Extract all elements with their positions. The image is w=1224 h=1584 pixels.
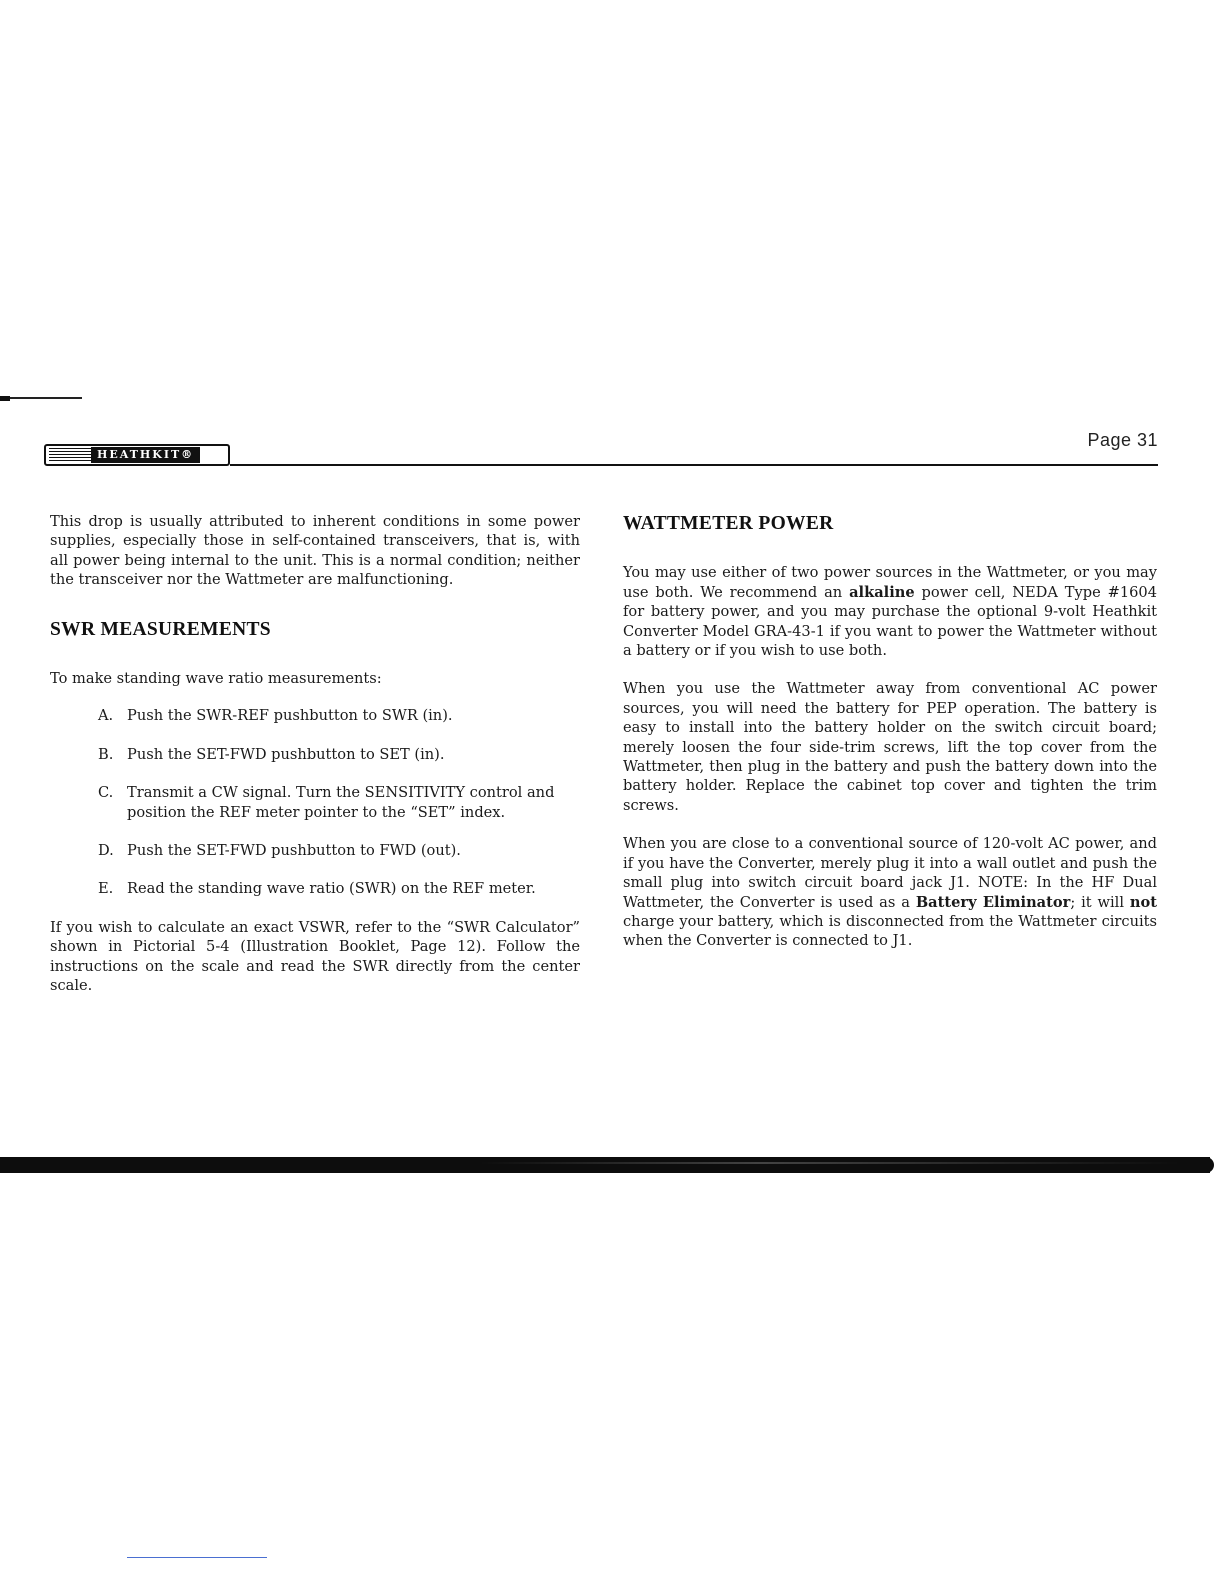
list-item xyxy=(50,745,580,764)
step-text: Push the SET-FWD pushbutton to SET (in). xyxy=(127,745,445,763)
step-text: Transmit a CW signal. Turn the SENSITIVITY control and position the REF meter pointer to the “SET” index. xyxy=(127,784,555,821)
step-text: Push the SET-FWD pushbutton to FWD (out). xyxy=(127,842,461,860)
step-text: Read the standing wave ratio (SWR) on the REF meter. xyxy=(127,880,536,898)
step-marker: E. xyxy=(98,880,114,898)
list-item xyxy=(50,783,580,822)
step-text: Push the SWR-REF pushbutton to SWR (in). xyxy=(127,707,453,725)
page-number: Page 31 xyxy=(1087,430,1158,450)
battery-install-paragraph: When you use the Wattmeter away from conventional AC power sources, you will need the battery for PEP operation. The battery is easy to install into the battery holder on the switch circuit board; merely loosen the four side-trim screws, lift the top cover from the Wattmeter, then plug in the battery and push the battery down into the battery holder. Replace the cabinet top cover and tighten the trim screws. xyxy=(623,680,1157,814)
bold-text-battery-eliminator: Battery Eliminator xyxy=(915,893,1071,911)
list-item xyxy=(50,879,580,898)
right-column xyxy=(623,512,1157,951)
scan-artifact-mark xyxy=(0,397,82,399)
bottom-rule-bar xyxy=(0,1157,1210,1173)
step-marker: A. xyxy=(98,707,114,725)
header-rule xyxy=(230,464,1158,466)
power-sources-paragraph xyxy=(623,563,1157,660)
swr-measurements-heading: SWR MEASUREMENTS xyxy=(50,618,271,640)
step-marker: B. xyxy=(98,745,114,763)
page-header xyxy=(44,430,1158,470)
wattmeter-power-heading: WATTMETER POWER xyxy=(623,513,834,534)
bold-text-alkaline: alkaline xyxy=(849,583,915,601)
text-run: You may use either of two power sources in the Wattmeter, or you may use both. We recommend an xyxy=(623,564,1157,601)
converter-paragraph xyxy=(623,834,1157,950)
scan-artifact-line xyxy=(127,1557,267,1558)
logo-stripes-icon xyxy=(49,448,97,462)
list-item xyxy=(50,841,580,860)
text-run: ; it will xyxy=(1070,893,1130,911)
list-item xyxy=(50,706,580,725)
bottom-rule-streak xyxy=(480,1162,1180,1164)
swr-steps-list xyxy=(50,706,580,898)
heathkit-logo xyxy=(44,444,230,466)
text-run: charge your battery, which is disconnected from the Wattmeter circuits when the Converter is connected to J1. xyxy=(623,912,1157,950)
logo-text: HEATHKIT® xyxy=(91,447,200,463)
left-column xyxy=(50,512,580,996)
step-marker: D. xyxy=(98,842,114,860)
step-marker: C. xyxy=(98,784,114,802)
text-run: When you are close to a conventional source of 120-volt AC power, and if you have the Converter, merely plug it into a wall outlet and push the small plug into switch circuit board jack J1. NOTE: In the HF Dual Wattmeter, the Converter is used as a xyxy=(623,835,1157,911)
swr-lead-paragraph: To make standing wave ratio measurements: xyxy=(50,670,382,688)
bold-text-not: not xyxy=(1129,893,1157,911)
intro-paragraph: This drop is usually attributed to inherent conditions in some power supplies, especially those in self-contained transceivers, that is, with all power being internal to the unit. This is a normal condition; neither the transceiver nor the Wattmeter are malfunctioning. xyxy=(50,513,580,589)
swr-calculator-paragraph: If you wish to calculate an exact VSWR, refer to the “SWR Calculator” shown in Pictorial 5-4 (Illustration Booklet, Page 12). Follow the instructions on the scale and read the SWR directly from the center scale. xyxy=(50,918,580,995)
text-run: power cell, NEDA Type #1604 for battery power, and you may purchase the optional 9-volt Heathkit Converter Model GRA-43-1 if you want to power the Wattmeter without a battery or if you wish to use both. xyxy=(623,583,1157,660)
